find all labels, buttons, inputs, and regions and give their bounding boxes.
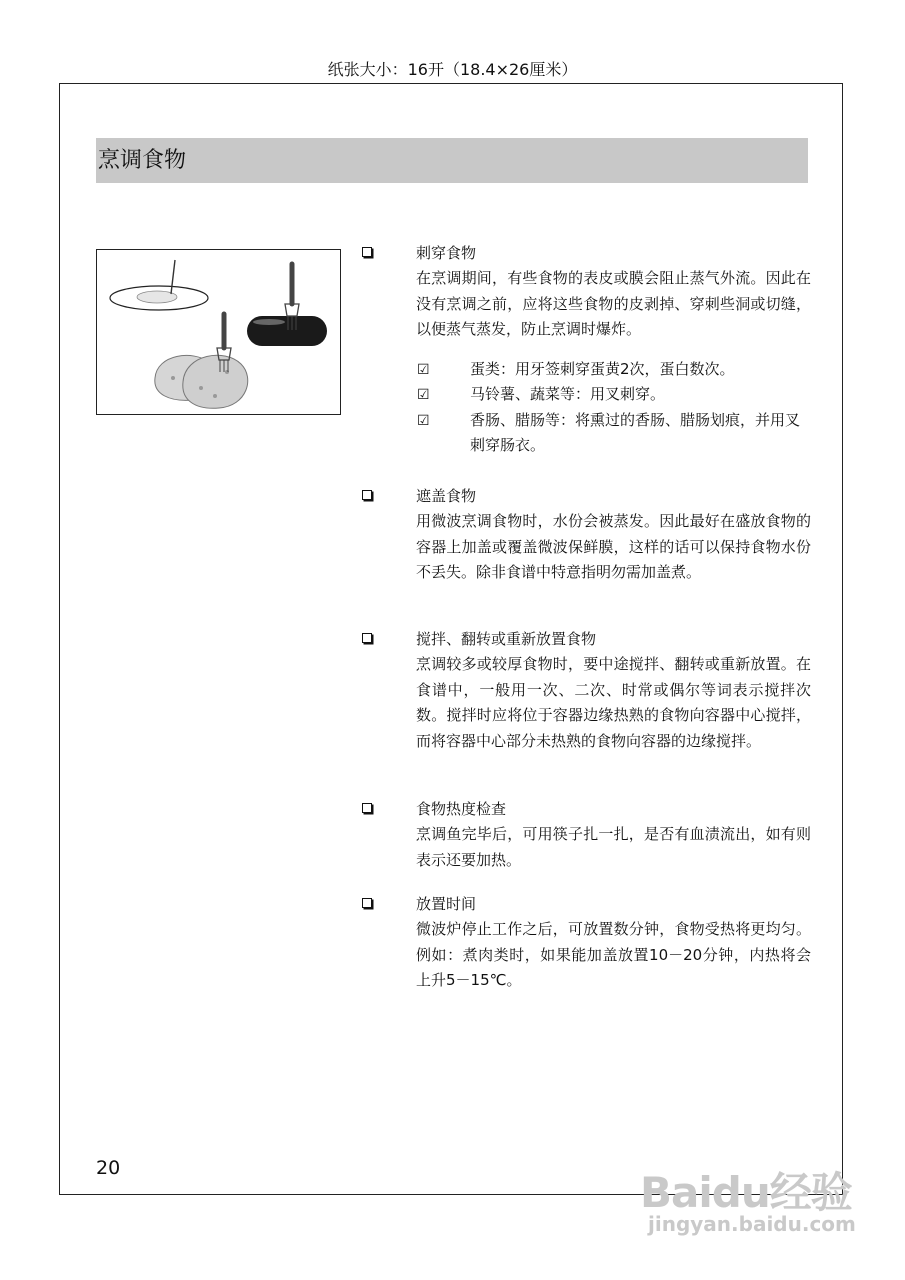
sausage-highlight: [253, 319, 285, 325]
page-title: 烹调食物: [98, 148, 187, 173]
food-illustration-graphic: [97, 250, 340, 414]
section-pierce: [362, 240, 812, 459]
baidu-watermark: [640, 1140, 870, 1240]
list-item: [362, 408, 805, 459]
section-title: 搅拌、翻转或重新放置食物: [416, 630, 597, 648]
section-body: 微波炉停止工作之后，可放置数分钟，食物受热将更均匀。 例如：煮肉类时，如果能加盖放置10－20分钟，内热将会上升5－15℃。: [416, 920, 811, 989]
list-item-text: 香肠、腊肠等：将熏过的香肠、腊肠划痕，并用叉刺穿肠衣。: [470, 410, 801, 454]
section-body: 烹调较多或较厚食物时，要中途搅拌、翻转或重新放置。在食谱中，一般用一次、二次、时常或偶尔等词表示搅拌次数。搅拌时应将位于容器边缘热熟的食物向容器中心搅拌，而将容器中心部分未热熟的食物向容器的边缘搅拌。: [416, 655, 811, 750]
paper-size-label: 纸张大小：16开（18.4×26厘米）: [327, 60, 578, 79]
potato-eye: [199, 386, 203, 390]
section-standing-time: [362, 891, 812, 994]
checked-box-icon: ☑: [417, 412, 430, 429]
checked-box-icon: ☑: [417, 361, 430, 378]
food-illustration: [96, 249, 341, 415]
section-check-heat: [362, 796, 812, 873]
section-title: 遮盖食物: [416, 487, 477, 505]
sub-list: [362, 357, 812, 459]
section-title: 食物热度检查: [416, 800, 507, 818]
section-cover: [362, 483, 812, 586]
page-number: 20: [96, 1157, 121, 1179]
potato-eye: [213, 394, 217, 398]
section-stir: [362, 626, 812, 754]
watermark-logo: Baidu经验: [640, 1168, 852, 1217]
potato-eye: [171, 376, 175, 380]
list-item-text: 蛋类：用牙签刺穿蛋黄2次，蛋白数次。: [470, 359, 735, 378]
section-title: 放置时间: [416, 895, 477, 913]
section-body: 在烹调期间，有些食物的表皮或膜会阻止蒸气外流。因此在没有烹调之前，应将这些食物的皮剥掉、穿刺些洞或切缝，以便蒸气蒸发，防止烹调时爆炸。: [416, 269, 811, 338]
section-body: 烹调鱼完毕后，可用筷子扎一扎，是否有血渍流出，如有则表示还要加热。: [416, 825, 811, 869]
section-title-bar: [96, 138, 808, 183]
potato-shape-2: [183, 355, 248, 408]
watermark-url: jingyan.baidu.com: [648, 1212, 856, 1236]
checkbox-icon: [362, 803, 372, 813]
list-item: [362, 357, 805, 383]
checked-box-icon: ☑: [417, 387, 430, 403]
section-body: 用微波烹调食物时，水份会被蒸发。因此最好在盛放食物的容器上加盖或覆盖微波保鲜膜，这样的话可以保持食物水份不丢失。除非食谱中特意指明勿需加盖煮。: [416, 512, 811, 581]
checkbox-icon: [362, 490, 372, 500]
checkbox-icon: [362, 898, 372, 908]
list-item-text: 马铃薯、蔬菜等：用叉刺穿。: [470, 385, 666, 403]
list-item: [362, 382, 805, 408]
checkbox-icon: [362, 247, 372, 257]
checkbox-icon: [362, 633, 372, 643]
section-title: 刺穿食物: [416, 244, 477, 262]
